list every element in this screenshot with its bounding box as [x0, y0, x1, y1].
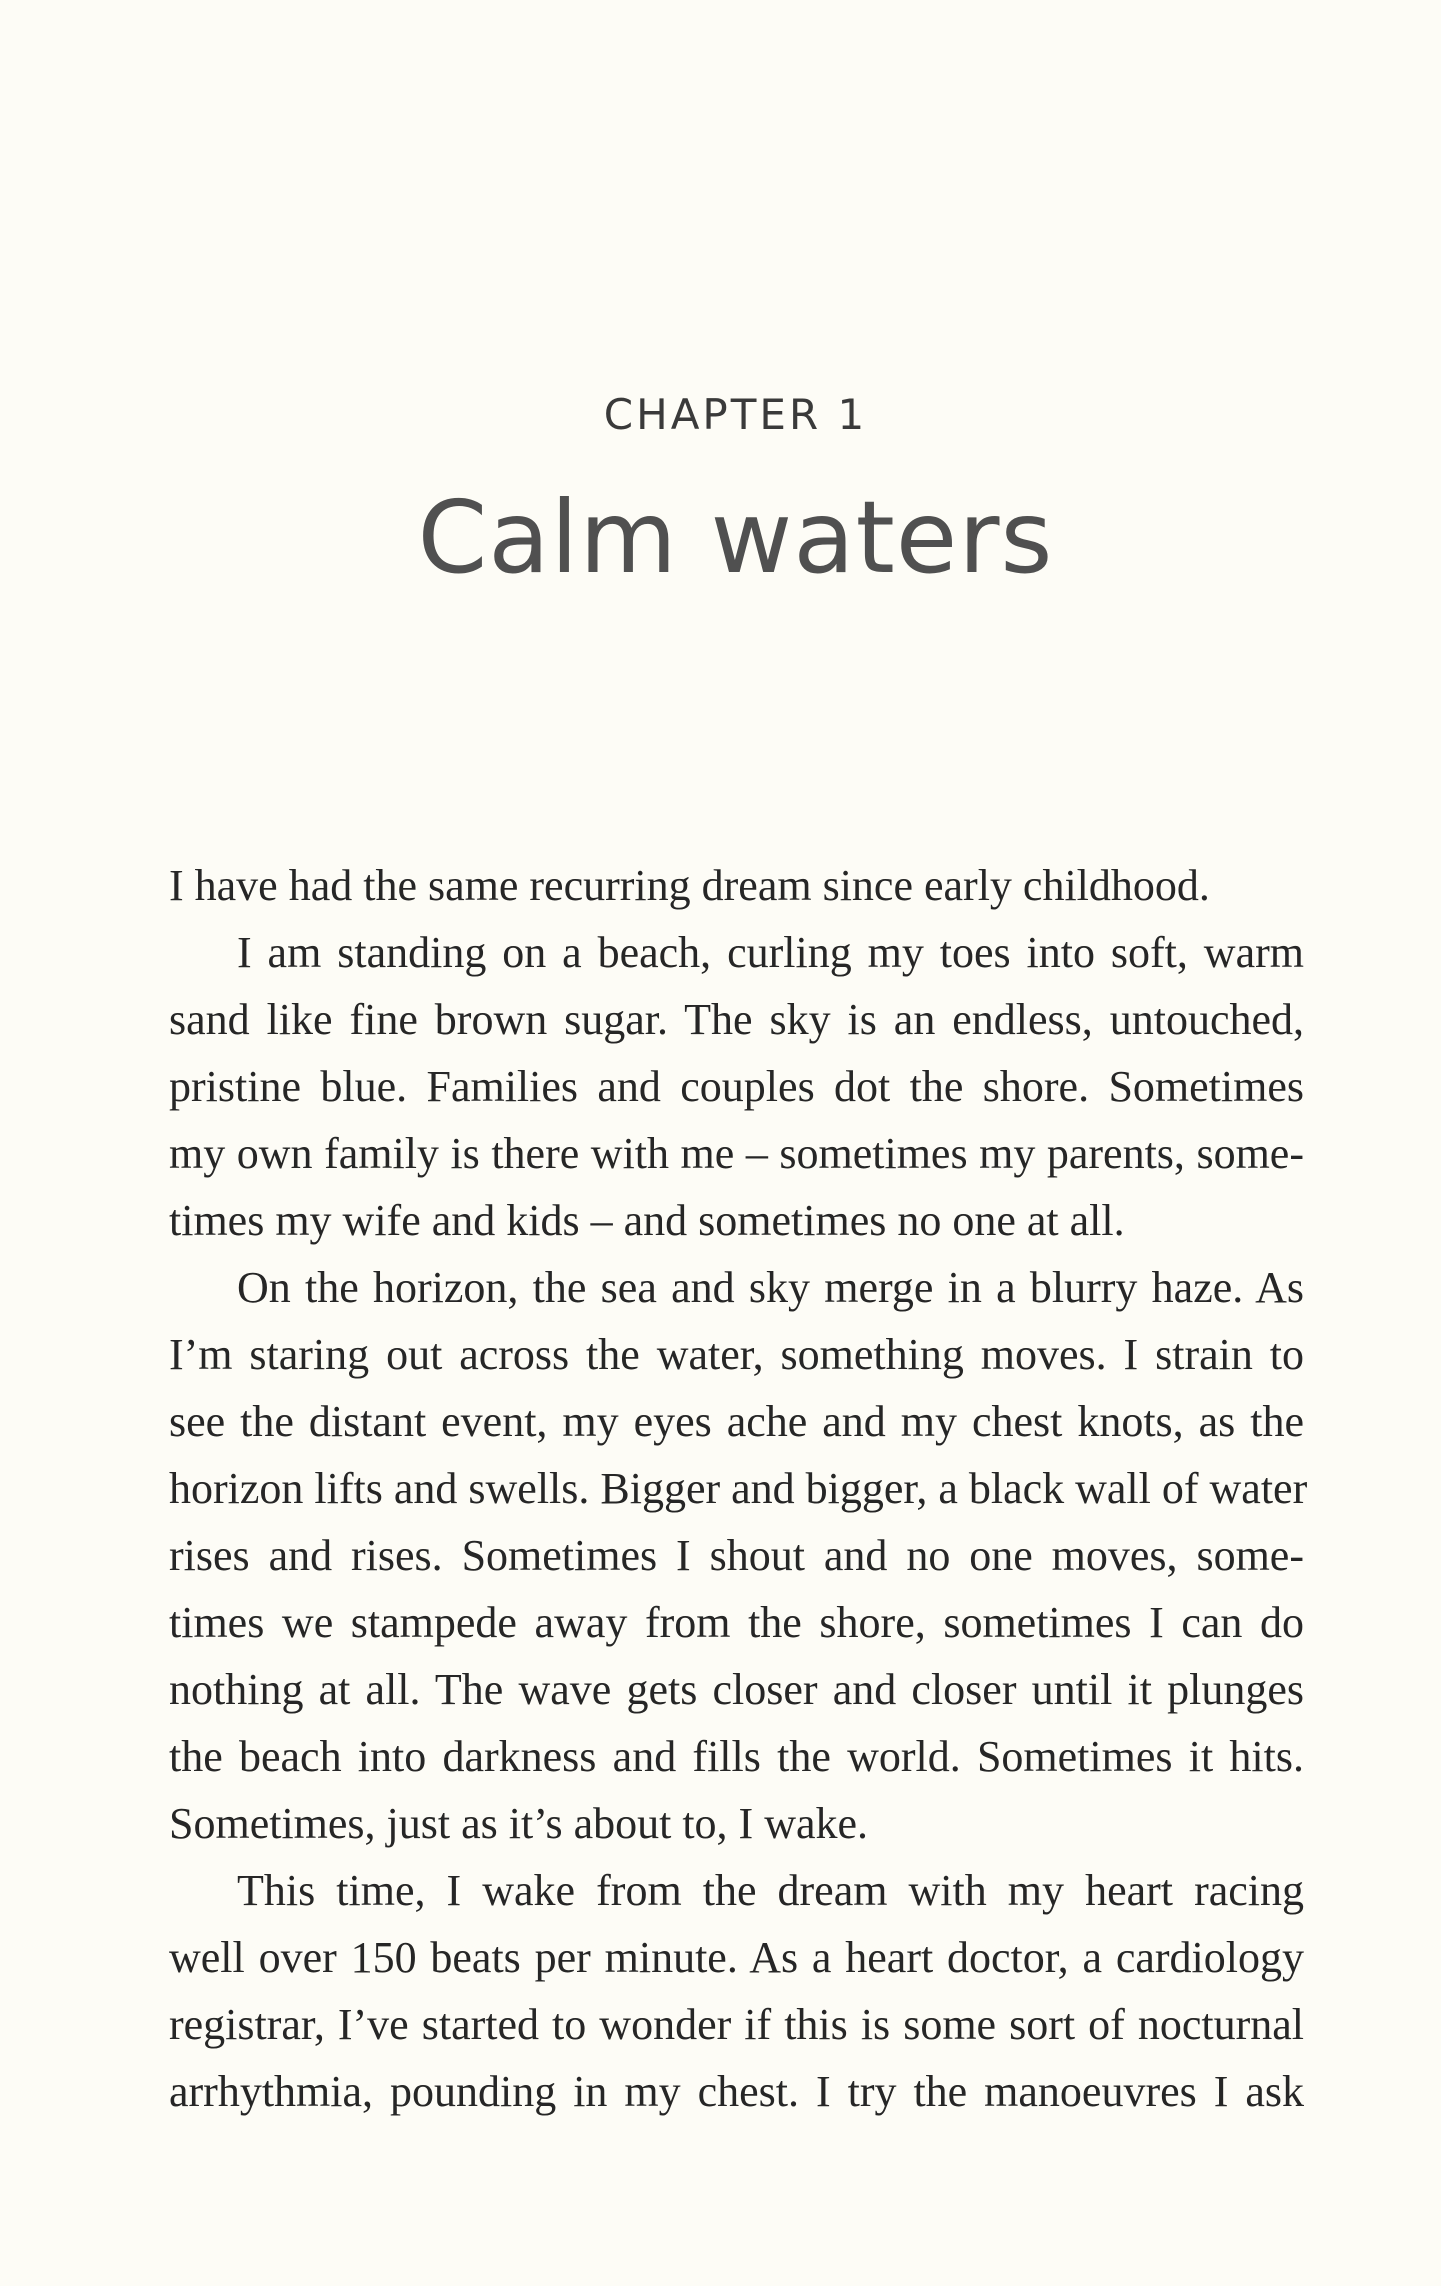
body-line: I have had the same recurring dream since early childhood. [169, 861, 1210, 910]
body-line: the beach into darkness and fills the world. Sometimes it hits. [169, 1732, 1304, 1781]
body-line: registrar, I’ve started to wonder if this is some sort of nocturnal [169, 2000, 1304, 2049]
body-line: my own family is there with me – sometimes my parents, some- [169, 1129, 1304, 1178]
body-line: Sometimes, just as it’s about to, I wake. [169, 1799, 869, 1848]
body-line: On the horizon, the sea and sky merge in a blurry haze. As [237, 1263, 1304, 1312]
chapter-title: Calm waters [417, 479, 1054, 596]
body-line: times my wife and kids – and sometimes no one at all. [169, 1196, 1125, 1245]
body-line: I’m staring out across the water, something moves. I strain to [169, 1330, 1304, 1379]
chapter-body [169, 852, 1308, 2125]
body-line: sand like fine brown sugar. The sky is an endless, untouched, [169, 995, 1304, 1044]
body-line: I am standing on a beach, curling my toes into soft, warm [237, 928, 1304, 977]
body-line: nothing at all. The wave gets closer and closer until it plunges [169, 1665, 1304, 1714]
body-line: pristine blue. Families and couples dot the shore. Sometimes [169, 1062, 1304, 1111]
body-line: horizon lifts and swells. Bigger and bigger, a black wall of water [169, 1464, 1308, 1513]
body-line: well over 150 beats per minute. As a heart doctor, a cardiology [169, 1933, 1304, 1982]
body-line: times we stampede away from the shore, sometimes I can do [169, 1598, 1304, 1647]
body-line: This time, I wake from the dream with my heart racing [237, 1866, 1304, 1915]
body-line: arrhythmia, pounding in my chest. I try the manoeuvres I ask [169, 2067, 1304, 2116]
body-line: see the distant event, my eyes ache and my chest knots, as the [169, 1397, 1304, 1446]
body-line: rises and rises. Sometimes I shout and no one moves, some- [169, 1531, 1304, 1580]
chapter-label: CHAPTER 1 [603, 390, 868, 439]
